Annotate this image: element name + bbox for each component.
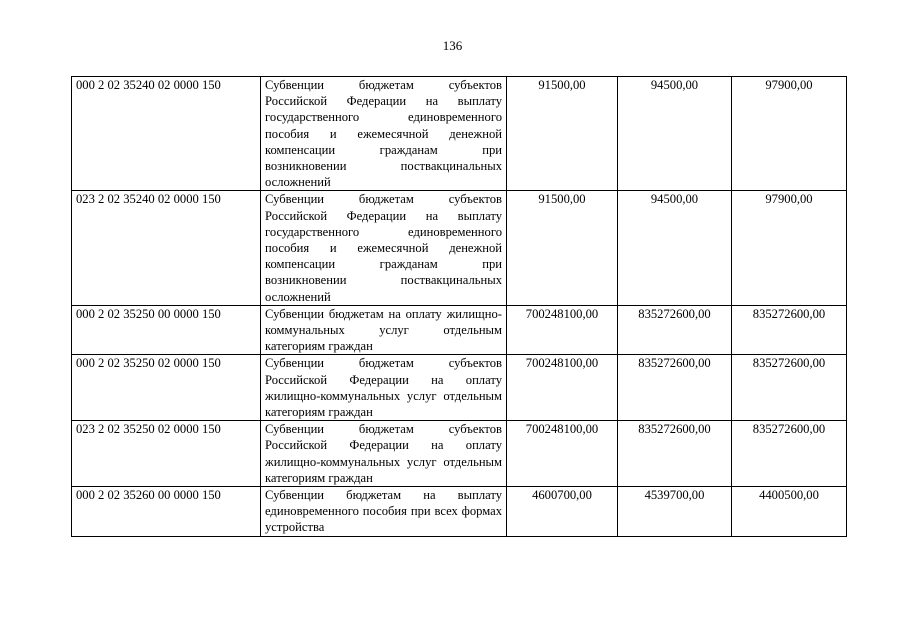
amount-year-2: 94500,00 [618,77,732,191]
budget-code: 023 2 02 35250 02 0000 150 [72,421,261,487]
budget-code: 000 2 02 35250 02 0000 150 [72,355,261,421]
table-row [72,355,847,421]
income-name: Субвенции бюджетам на выплату единовременного пособия при всех формах устройства [261,487,507,537]
amount-year-3: 97900,00 [732,191,847,305]
income-name: Субвенции бюджетам на оплату жилищно-коммунальных услуг отдельным категориям граждан [261,305,507,355]
page-number: 136 [442,38,463,53]
budget-code: 023 2 02 35240 02 0000 150 [72,191,261,305]
amount-year-3: 835272600,00 [732,305,847,355]
income-name: Субвенции бюджетам субъектов Российской Федерации на выплату государственного единовременного пособия и ежемесячной денежной компенсации гражданам при возникновении поствакцинальных осложнений [261,77,507,191]
amount-year-2: 94500,00 [618,191,732,305]
amount-year-1: 700248100,00 [507,421,618,487]
budget-table [71,76,847,537]
amount-year-3: 835272600,00 [732,355,847,421]
budget-code: 000 2 02 35260 00 0000 150 [72,487,261,537]
income-name: Субвенции бюджетам субъектов Российской Федерации на оплату жилищно-коммунальных услуг отдельным категориям граждан [261,355,507,421]
table-row [72,305,847,355]
table-row [72,421,847,487]
amount-year-1: 91500,00 [507,191,618,305]
amount-year-2: 835272600,00 [618,305,732,355]
table-row [72,191,847,305]
amount-year-3: 4400500,00 [732,487,847,537]
budget-code: 000 2 02 35240 02 0000 150 [72,77,261,191]
amount-year-1: 700248100,00 [507,305,618,355]
amount-year-2: 4539700,00 [618,487,732,537]
amount-year-2: 835272600,00 [618,355,732,421]
income-name: Субвенции бюджетам субъектов Российской Федерации на выплату государственного единовременного пособия и ежемесячной денежной компенсации гражданам при возникновении поствакцинальных осложнений [261,191,507,305]
amount-year-1: 4600700,00 [507,487,618,537]
amount-year-3: 835272600,00 [732,421,847,487]
budget-code: 000 2 02 35250 00 0000 150 [72,305,261,355]
income-name: Субвенции бюджетам субъектов Российской Федерации на оплату жилищно-коммунальных услуг отдельным категориям граждан [261,421,507,487]
amount-year-2: 835272600,00 [618,421,732,487]
table-row [72,487,847,537]
table-row [72,77,847,191]
amount-year-1: 700248100,00 [507,355,618,421]
amount-year-1: 91500,00 [507,77,618,191]
amount-year-3: 97900,00 [732,77,847,191]
